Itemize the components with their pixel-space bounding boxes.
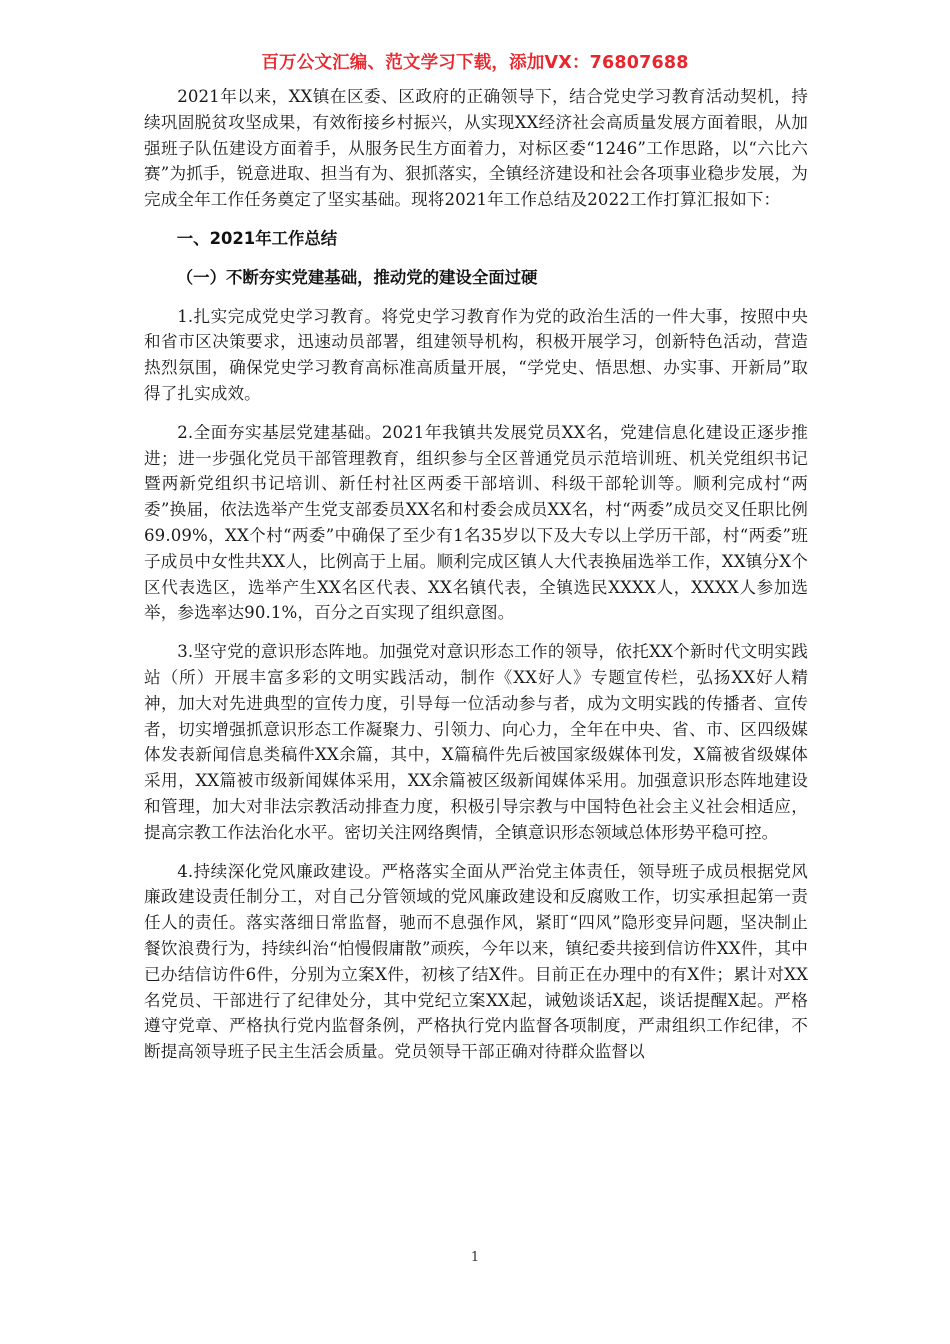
item-paragraph-4: 4.持续深化党风廉政建设。严格落实全面从严治党主体责任，领导班子成员根据党风廉政建设责任制分工，对自己分管领域的党风廉政建设和反腐败工作，切实承担起第一责任人的责任。落实落细日常监督，驰而不息强作风，紧盯“四风”隐形变异问题，坚决制止餐饮浪费行为，持续纠治“怕慢假庸散”顽疾，今年以来，镇纪委共接到信访件XX件，其中已办结信访件6件，分别为立案X件，初核了结X件。目前正在办理中的有X件；累计对XX名党员、干部进行了纪律处分，其中党纪立案XX起，诫勉谈话X起，谈话提醒X起。严格遵守党章、严格执行党内监督条例，严格执行党内监督各项制度，严肃组织工作纪律，不断提高领导班子民主生活会质量。党员领导干部正确对待群众监督以 [144,861,808,1062]
item-paragraph-2: 2.全面夯实基层党建基础。2021年我镇共发展党员XX名，党建信息化建设正逐步推进；进一步强化党员干部管理教育，组织参与全区普通党员示范培训班、机关党组织书记暨两新党组织书记培训、新任村社区两委干部培训、科级干部轮训等。顺利完成村“两委”换届，依法选举产生党支部委员XX名和村委会成员XX名，村“两委”成员交叉任职比例69.09%，XX个村“两委”中确保了至少有1名35岁以下及大专以上学历干部，村“两委”班子成员中女性共XX人，比例高于上届。顺利完成区镇人大代表换届选举工作，XX镇分X个区代表选区，选举产生XX名区代表、XX名镇代表，全镇选民XXXX人，XXXX人参加选举，参选率达90.1%，百分之百实现了组织意图。 [144,422,808,623]
item-paragraph-1: 1.扎实完成党史学习教育。将党史学习教育作为党的政治生活的一件大事，按照中央和省市区决策要求，迅速动员部署，组建领导机构，积极开展学习，创新特色活动，营造热烈氛围，确保党史学习教育高标准高质量开展，“学党史、悟思想、办实事、开新局”取得了扎实成效。 [144,306,808,403]
page-number: 1 [470,1250,480,1265]
subsection-heading: （一）不断夯实党建基础，推动党的建设全面过硬 [176,267,538,287]
watermark-banner: 百万公文汇编、范文学习下载，添加VX：76807688 [261,53,689,73]
section-heading: 一、2021年工作总结 [176,228,338,248]
document-body [144,84,808,1065]
item-paragraph-3: 3.坚守党的意识形态阵地。加强党对意识形态工作的领导，依托XX个新时代文明实践站（所）开展丰富多彩的文明实践活动，制作《XX好人》专题宣传栏，弘扬XX好人精神，加大对先进典型的宣传力度，引导每一位活动参与者，成为文明实践的传播者、宣传者，切实增强抓意识形态工作凝聚力、引领力、向心力，全年在中央、省、市、区四级媒体发表新闻信息类稿件XX余篇，其中，X篇稿件先后被国家级媒体刊发，X篇被省级媒体采用，XX篇被市级新闻媒体采用，XX余篇被区级新闻媒体采用。加强意识形态阵地建设和管理，加大对非法宗教活动排查力度，积极引导宗教与中国特色社会主义社会相适应，提高宗教工作法治化水平。密切关注网络舆情，全镇意识形态领域总体形势平稳可控。 [144,642,808,842]
intro-paragraph: 2021年以来，XX镇在区委、区政府的正确领导下，结合党史学习教育活动契机，持续巩固脱贫攻坚成果，有效衔接乡村振兴，从实现XX经济社会高质量发展方面着眼，从加强班子队伍建设方面着手，从服务民生方面着力，对标区委“1246”工作思路，以“六比六赛”为抓手，锐意进取、担当有为、狠抓落实，全镇经济建设和社会各项事业稳步发展，为完成全年工作任务奠定了坚实基础。现将2021年工作总结及2022工作打算汇报如下： [144,87,808,210]
